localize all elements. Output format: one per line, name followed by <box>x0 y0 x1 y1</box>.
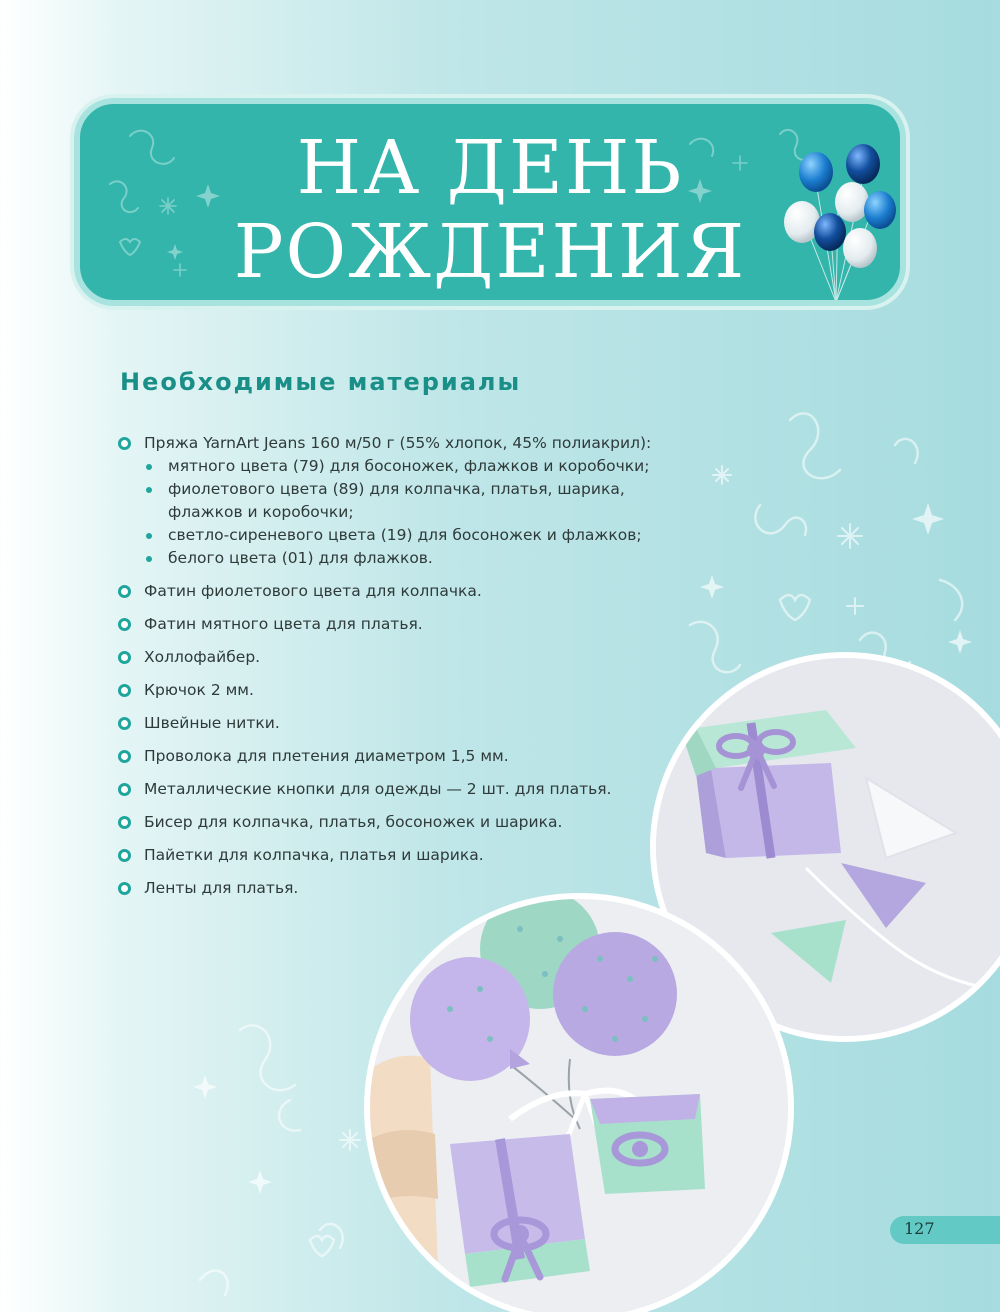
list-item-text: Фатин мятного цвета для платья. <box>144 615 423 633</box>
sublist-item <box>144 524 678 547</box>
list-item-text: Швейные нитки. <box>144 714 280 732</box>
list-item-text: Фатин фиолетового цвета для колпачка. <box>144 582 482 600</box>
list-item <box>118 712 678 735</box>
bullet-icon <box>118 651 131 664</box>
page-number: 127 <box>904 1219 935 1238</box>
bullet-icon <box>118 684 131 697</box>
title-line-1: НА ДЕНЬ <box>296 125 684 211</box>
list-item-text: Бисер для колпачка, платья, босоножек и шарика. <box>144 813 563 831</box>
list-item <box>118 811 678 834</box>
bullet-icon <box>118 750 131 763</box>
list-item <box>118 679 678 702</box>
bullet-icon <box>118 717 131 730</box>
bullet-icon <box>118 618 131 631</box>
sublist-item-text: мятного цвета (79) для босоножек, флажков и коробочки; <box>168 457 650 475</box>
bullet-icon <box>118 437 131 450</box>
list-item <box>118 844 678 867</box>
list-item <box>118 745 678 768</box>
bullet-icon <box>118 585 131 598</box>
list-item-text: Пряжа YarnArt Jeans 160 м/50 г (55% хлопок, 45% полиакрил): <box>144 434 652 452</box>
sublist-item-text: фиолетового цвета (89) для колпачка, платья, шарика, флажков и коробочки; <box>168 480 625 521</box>
list-item <box>118 580 678 603</box>
bullet-icon <box>118 849 131 862</box>
dot-icon <box>146 556 152 562</box>
list-item-text: Металлические кнопки для одежды — 2 шт. для платья. <box>144 780 612 798</box>
dot-icon <box>146 487 152 493</box>
list-item <box>118 646 678 669</box>
title-line-2: РОЖДЕНИЯ <box>233 209 747 295</box>
sublist-item <box>144 455 678 478</box>
materials-heading: Необходимые материалы <box>120 368 522 396</box>
list-item <box>118 613 678 636</box>
list-item <box>118 778 678 801</box>
list-item-text: Крючок 2 мм. <box>144 681 254 699</box>
sublist-item <box>144 478 678 524</box>
title-banner <box>74 98 906 306</box>
yarn-colors-sublist <box>144 455 678 570</box>
balloons-icon <box>776 132 906 302</box>
list-item-text: Проволока для плетения диаметром 1,5 мм. <box>144 747 509 765</box>
list-item <box>118 432 678 570</box>
dot-icon <box>146 533 152 539</box>
sublist-item-text: светло-сиреневого цвета (19) для босоножек и флажков; <box>168 526 642 544</box>
balloons-gifts-photo <box>364 893 794 1312</box>
list-item-text: Пайетки для колпачка, платья и шарика. <box>144 846 484 864</box>
bullet-icon <box>118 783 131 796</box>
sublist-item-text: белого цвета (01) для флажков. <box>168 549 433 567</box>
sublist-item <box>144 547 678 570</box>
balloons-gifts-illustration <box>370 899 794 1312</box>
list-item-text: Ленты для платья. <box>144 879 299 897</box>
bullet-icon <box>118 816 131 829</box>
page-number-tab <box>890 1216 1000 1244</box>
list-item-text: Холлофайбер. <box>144 648 261 666</box>
bullet-icon <box>118 882 131 895</box>
dot-icon <box>146 464 152 470</box>
materials-list <box>118 432 678 910</box>
